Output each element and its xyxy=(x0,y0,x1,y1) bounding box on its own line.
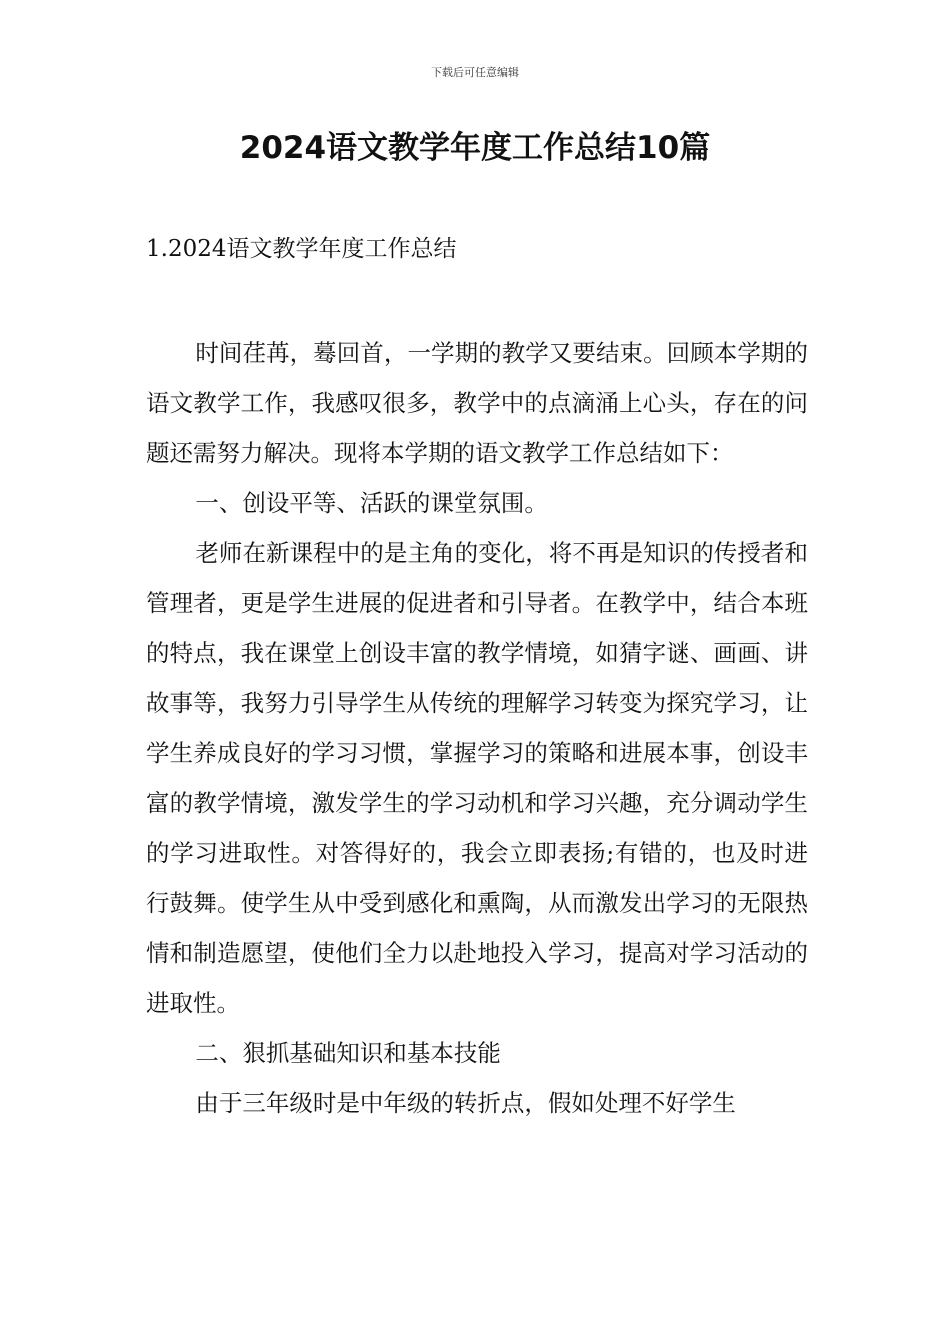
paragraph-grade-three: 由于三年级时是中年级的转折点，假如处理不好学生 xyxy=(195,1089,736,1117)
paragraph-intro: 时间荏苒，蓦回首，一学期的教学又要结束。回顾本学期的语文教学工作，我感叹很多，教学中的点滴涌上心头，存在的问题还需努力解决。现将本学期的语文教学工作总结如下： xyxy=(146,339,808,467)
header-note: 下载后可任意编辑 xyxy=(431,66,519,79)
document-title: 2024语文教学年度工作总结10篇 xyxy=(239,130,711,166)
section-heading: 1.2024语文教学年度工作总结 xyxy=(146,236,457,262)
paragraph-teacher-role: 老师在新课程中的是主角的变化，将不再是知识的传授者和管理者，更是学生进展的促进者和引导者。在教学中，结合本班的特点，我在课堂上创设丰富的教学情境，如猜字谜、画画、讲故事等，我努力引导学生从传统的理解学习转变为探究学习，让学生养成良好的学习习惯，掌握学习的策略和进展本事，创设丰富的教学情境，激发学生的学习动机和学习兴趣，充分调动学生的学习进取性。对答得好的，我会立即表扬;有错的，也及时进行鼓舞。使学生从中受到感化和熏陶，从而激发出学习的无限热情和制造愿望，使他们全力以赴地投入学习，提高对学习活动的进取性。 xyxy=(146,539,808,1017)
subheading-basic-skills: 二、狠抓基础知识和基本技能 xyxy=(195,1039,501,1067)
subheading-classroom-atmosphere: 一、创设平等、活跃的课堂氛围。 xyxy=(195,489,548,517)
document-body xyxy=(146,328,808,1128)
